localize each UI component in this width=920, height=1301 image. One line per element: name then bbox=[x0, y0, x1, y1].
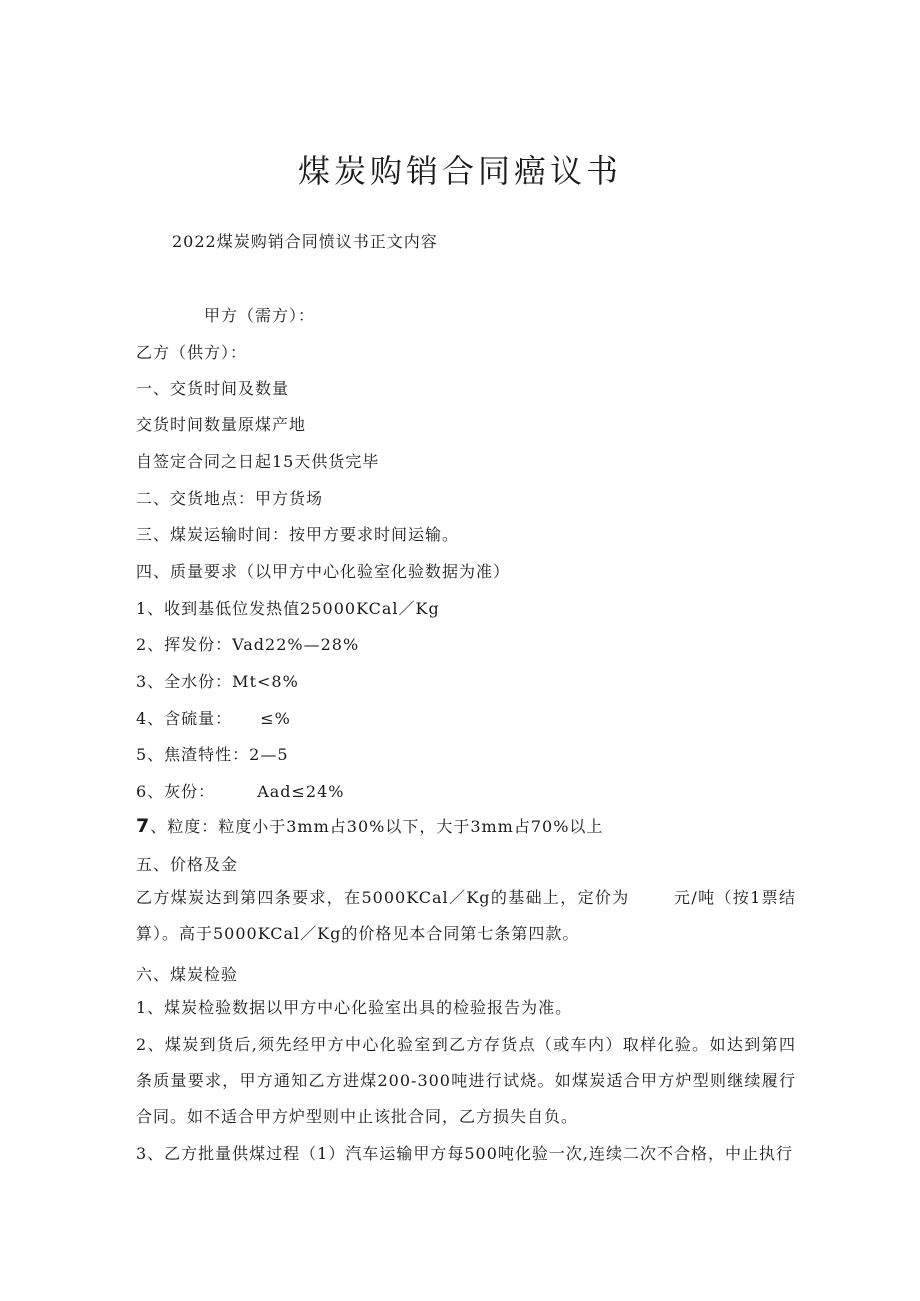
quality-item-3: 3、全水份：Mt<8% bbox=[136, 672, 299, 691]
quality-item-7-text: 、粒度：粒度小于3mm占30%以下，大于3mm占70%以上 bbox=[150, 817, 604, 836]
quality-item-4-label: 4、含硫量： bbox=[136, 709, 233, 728]
section-6-paragraph-1: 1、煤炭检验数据以甲方中心化验室出具的检验报告为准。 bbox=[136, 998, 573, 1017]
section-1-heading: 一、交货时间及数量 bbox=[136, 379, 290, 398]
document-subtitle: 2022煤炭购销合同愤议书正文内容 bbox=[172, 232, 438, 251]
section-1-line-2: 自签定合同之日起15天供货完毕 bbox=[136, 452, 380, 471]
document-title: 煤炭购销合同癌议书 bbox=[297, 152, 622, 190]
quality-item-1: 1、收到基低位发热值25000KCal／Kg bbox=[136, 599, 440, 618]
section-3-line: 三、煤炭运输时间：按甲方要求时间运输。 bbox=[136, 525, 460, 544]
quality-item-5: 5、焦渣特性：2—5 bbox=[136, 745, 289, 764]
quality-item-7 bbox=[136, 814, 603, 837]
quality-item-7-number: 7 bbox=[136, 815, 151, 837]
section-1-line-1: 交货时间数量原煤产地 bbox=[136, 415, 307, 434]
section-5-paragraph bbox=[136, 880, 796, 952]
quality-item-6-label: 6、灰份： bbox=[136, 782, 216, 801]
party-b-line: 乙方（供方）： bbox=[136, 343, 248, 362]
section-6-paragraph-3: 3、乙方批量供煤过程（1）汽车运输甲方每500吨化验一次,连续二次不合格，中止执行 bbox=[136, 1144, 793, 1163]
party-a-line: 甲方（需方）： bbox=[204, 306, 316, 325]
quality-item-6-value: Aad≤24% bbox=[257, 782, 345, 801]
quality-item-4-value: ≤% bbox=[260, 709, 291, 728]
quality-item-6 bbox=[136, 779, 345, 802]
section-4-heading: 四、质量要求（以甲方中心化验室化验数据为准） bbox=[136, 562, 511, 581]
section-2-line: 二、交货地点：甲方货场 bbox=[136, 489, 324, 508]
quality-item-2: 2、挥发份：Vad22%—28% bbox=[136, 635, 360, 654]
quality-item-4 bbox=[136, 706, 291, 729]
section-6-paragraph-2: 2、煤炭到货后,须先经甲方中心化验室到乙方存货点（或车内）取样化验。如达到第四条质量要求，甲方通知乙方进煤200-300吨进行试烧。如煤炭适合甲方炉型则继续履行合同。如不适合甲方炉型则中止该批合同，乙方损失自负。 bbox=[136, 1035, 796, 1126]
section-5-text-a: 乙方煤炭达到第四条要求，在5000KCal／Kg的基础上，定价为 bbox=[136, 888, 630, 907]
section-6-heading: 六、煤炭检验 bbox=[136, 965, 239, 984]
section-5-heading: 五、价格及金 bbox=[136, 855, 239, 874]
section-5-text-b: 元/吨（按1票结算）。高于5000KCal／Kg的价格见本合同第七条第四款。 bbox=[136, 888, 796, 943]
